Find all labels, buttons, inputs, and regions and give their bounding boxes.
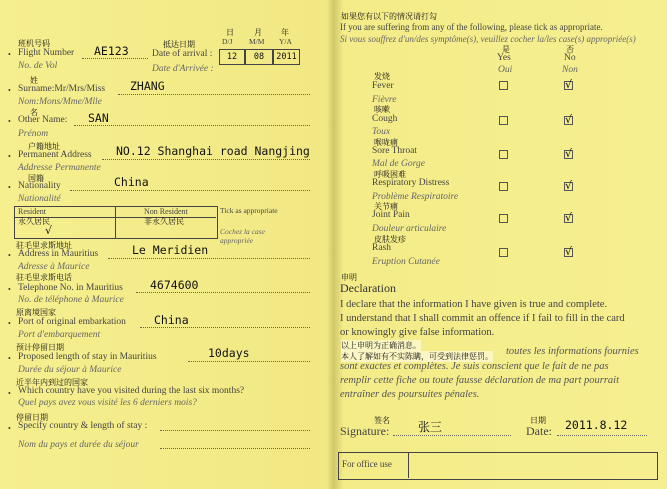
address-label: Permanent Address: [18, 150, 92, 160]
nationality-zh: 国籍: [28, 174, 44, 183]
signature-label: Signature:: [340, 424, 390, 438]
yes-checkbox[interactable]: [499, 150, 508, 159]
symptom-label: Respiratory Distress: [372, 178, 450, 188]
nationality-fr: Nationalité: [18, 194, 61, 204]
yes-checkbox[interactable]: [499, 81, 508, 90]
specify-label: Specify country & length of stay :: [18, 421, 148, 431]
nonresident-zh: 非永久居民: [144, 217, 184, 226]
bullet: •: [8, 152, 11, 161]
symptom-zh: 发烧: [374, 72, 390, 81]
bullet: •: [8, 50, 11, 59]
specify-line-2[interactable]: [160, 448, 310, 449]
flight-number-fr: No. de Vol: [18, 61, 58, 71]
othername-fr: Prénom: [18, 129, 49, 139]
symptom-zh: 呼吸困难: [374, 170, 406, 179]
stay-zh: 预计停留日期: [16, 343, 64, 352]
yes-checkbox[interactable]: [499, 214, 508, 223]
arrival-date-label: Date of arrival :: [152, 49, 213, 59]
yes-checkbox[interactable]: [499, 116, 508, 125]
day-header: D/J: [222, 37, 233, 46]
nonresident-label: Non Resident: [144, 207, 188, 216]
symptom-zh: 关节痛: [374, 202, 398, 211]
bullet: •: [8, 86, 11, 95]
telephone-line: [136, 292, 310, 293]
mauritius-address-label: Address in Mauritius: [18, 249, 99, 259]
address-line: [102, 159, 310, 160]
surname-label: Surname:Mr/Mrs/Miss: [18, 84, 106, 94]
bullet: •: [8, 183, 11, 192]
symptoms-header-en: If you are suffering from any of the following, please tick as appropriate.: [340, 22, 603, 32]
symptom-fr: Mal de Gorge: [372, 159, 425, 169]
visited-zh: 近半年内到过的国家: [16, 378, 88, 387]
symptom-fr: Douleur articulaire: [372, 224, 447, 234]
embarkation-fr: Port d'embarquement: [18, 330, 101, 340]
declaration-zh-line: 以上申明为正确消息。: [341, 341, 421, 350]
declaration-fr-line: toutes les informations fournies: [506, 346, 639, 357]
no-checkbox[interactable]: [564, 211, 573, 224]
date-label: Date:: [526, 424, 552, 438]
check-mark: √: [565, 78, 573, 91]
surname-line: [118, 94, 310, 95]
symptom-fr: Fièvre: [372, 95, 397, 105]
no-checkbox[interactable]: [564, 113, 573, 126]
declaration-zh: 申明: [341, 273, 357, 282]
check-mark: √: [565, 179, 573, 192]
visited-fr: Quel pays avez vous visité les 6 derniers mois?: [18, 398, 197, 408]
resident-label: Resident: [18, 207, 46, 216]
date-zh: 日期: [530, 416, 546, 425]
flight-number-zh: 班机号码: [18, 39, 50, 48]
surname-fr: Nom:Mons/Mme/Mlle: [18, 97, 102, 107]
office-use-divider: [408, 452, 409, 478]
symptom-zh: 咳嗽: [374, 105, 390, 114]
yes-checkbox[interactable]: [499, 248, 508, 257]
signature-line: [393, 435, 511, 436]
symptom-label: Fever: [372, 81, 394, 91]
visited-label: Which country have you visited during the last six months?: [18, 386, 245, 396]
symptoms-header-fr: Si vous souffrez d'un/des symptôme(s), veuillez cocher la/les case(s) appropriée(s): [340, 34, 636, 44]
symptom-fr: Toux: [372, 127, 391, 137]
symptom-label: Sore Throat: [372, 146, 417, 156]
surname-zh: 姓: [30, 76, 38, 85]
embarkation-zh: 原离境国家: [16, 308, 56, 317]
othername-value[interactable]: SAN: [88, 111, 109, 125]
flight-number-label: Flight Number: [18, 48, 75, 58]
date-value[interactable]: 2011.8.12: [565, 418, 628, 432]
tick-instruction-fr: Cochez la case appropriée: [220, 227, 265, 245]
yes-header: Yes: [497, 53, 511, 63]
address-zh: 户籍地址: [28, 142, 60, 151]
symptom-fr: Eruption Cutanée: [372, 257, 440, 267]
month-zh: 月: [254, 28, 262, 37]
telephone-label: Telephone No. in Mauritius: [18, 283, 123, 293]
no-checkbox[interactable]: [564, 78, 573, 91]
symptom-label: Cough: [372, 114, 398, 124]
yes-checkbox[interactable]: [499, 182, 508, 191]
arrival-date-fr: Date d'Arrivée :: [152, 64, 214, 74]
embarkation-value[interactable]: China: [154, 313, 189, 327]
resident-zh: 永久居民: [18, 217, 50, 226]
arrival-day-cell[interactable]: 12: [219, 49, 245, 65]
date-line: [557, 435, 647, 436]
no-checkbox[interactable]: [564, 147, 573, 160]
year-header: Y/A: [279, 37, 292, 46]
bullet: •: [8, 424, 11, 433]
nationality-label: Nationality: [18, 181, 61, 191]
stay-fr: Durée du séjour à Maurice: [18, 365, 122, 375]
no-checkbox[interactable]: [564, 245, 573, 258]
mauritius-address-line: [108, 258, 310, 259]
check-mark: √: [565, 147, 573, 160]
day-zh: 日: [226, 28, 234, 37]
telephone-zh: 驻毛里求斯电话: [16, 273, 72, 282]
nationality-value[interactable]: China: [114, 175, 149, 189]
resident-check-mark: √: [45, 224, 53, 237]
check-mark: √: [565, 245, 573, 258]
check-mark: √: [565, 211, 573, 224]
specify-zh: 停留日期: [16, 413, 48, 422]
arrival-month-cell[interactable]: 08: [245, 49, 273, 65]
month-header: M/M: [249, 37, 265, 46]
year-zh: 年: [281, 28, 289, 37]
declaration-line: I understand that I shall commit an offence if I fail to fill in the card: [340, 313, 625, 324]
stay-line: [188, 361, 310, 362]
no-fr: Non: [562, 65, 578, 75]
bullet: •: [8, 354, 11, 363]
embarkation-line: [140, 327, 310, 328]
signature-value[interactable]: 张三: [418, 420, 443, 434]
bullet: •: [8, 319, 11, 328]
othername-zh: 名: [30, 108, 38, 117]
office-use-label: For office use: [342, 459, 392, 469]
arrival-date-zh: 抵达日期: [163, 40, 195, 49]
specify-fr: Nom du pays et durée du séjour: [18, 440, 139, 450]
declaration-line: or knowingly give false information.: [340, 327, 495, 338]
bullet: •: [8, 389, 11, 398]
bullet: •: [8, 285, 11, 294]
declaration-line: I declare that the information I have given is true and complete.: [340, 299, 608, 310]
bullet: •: [8, 117, 11, 126]
nationality-line: [70, 190, 310, 191]
symptoms-header-zh: 如果您有以下的情况请打勾: [341, 12, 437, 21]
othername-line: [74, 125, 310, 126]
declaration-fr-line: sont exactes et complètes. Je suis conscient que le fait de ne pas: [340, 361, 609, 372]
mauritius-address-value[interactable]: Le Meridien: [132, 243, 209, 257]
stay-label: Proposed length of stay in Mauritius: [18, 352, 157, 362]
specify-line[interactable]: [160, 430, 310, 431]
arrival-year-cell[interactable]: 2011: [273, 49, 300, 65]
declaration-fr-line: remplir cette fiche ou toute fausse déclaration de ma part pourrait: [340, 375, 619, 386]
check-mark: √: [565, 113, 573, 126]
address-fr: Addresse Permanente: [18, 163, 101, 173]
symptom-zh: 皮肤发疹: [374, 235, 406, 244]
declaration-title: Declaration: [340, 281, 396, 295]
declaration-fr-line: entraîner des poursuites pénales.: [340, 389, 480, 400]
telephone-value[interactable]: 4674600: [150, 278, 199, 292]
othername-label: Other Name:: [18, 115, 68, 125]
bullet: •: [8, 251, 11, 260]
symptom-fr: Problème Respiratoire: [372, 192, 459, 202]
signature-zh: 签名: [374, 416, 390, 425]
no-zh: 否: [566, 45, 574, 54]
mauritius-address-fr: Adresse à Maurice: [18, 262, 90, 272]
no-header: No: [564, 53, 576, 63]
declaration-zh-line: 本人了解如有不实陈瞒，可受到法律惩罚。: [341, 352, 493, 361]
embarkation-label: Port of original embarkation: [18, 317, 126, 327]
tick-instruction-en: Tick as appropriate: [220, 206, 278, 215]
telephone-fr: No. de téléphone à Maurice: [18, 295, 124, 305]
surname-value[interactable]: ZHANG: [130, 79, 165, 93]
no-checkbox[interactable]: [564, 179, 573, 192]
mauritius-address-zh: 驻毛里求斯地址: [16, 241, 72, 250]
flight-number-line: [82, 58, 148, 59]
symptom-label: Rash: [372, 243, 391, 253]
address-value[interactable]: NO.12 Shanghai road Nangjing: [116, 144, 310, 158]
flight-number-value[interactable]: AE123: [94, 44, 129, 58]
symptom-zh: 喉咙痛: [374, 138, 398, 147]
symptom-label: Joint Pain: [372, 210, 410, 220]
yes-zh: 是: [502, 45, 510, 54]
stay-value[interactable]: 10days: [208, 346, 250, 360]
yes-fr: Oui: [498, 65, 513, 75]
